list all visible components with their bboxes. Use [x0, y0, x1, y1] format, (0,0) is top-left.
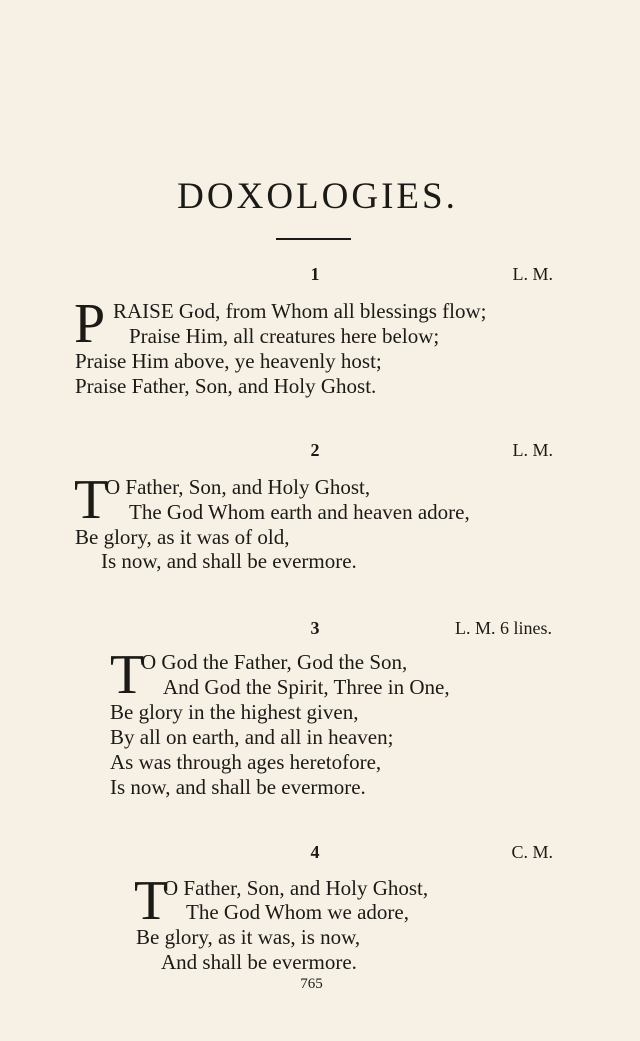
- hymn-1-meter: L. M.: [512, 264, 553, 284]
- hymn-3-line-5: As was through ages heretofore,: [110, 750, 382, 774]
- title-rule: [276, 238, 351, 240]
- hymn-3-line-6: Is now, and shall be evermore.: [110, 775, 366, 799]
- hymn-3-dropcap: T: [110, 644, 145, 706]
- hymn-4-line-1: O Father, Son, and Holy Ghost,: [163, 876, 429, 900]
- hymn-2-line-1: O Father, Son, and Holy Ghost,: [105, 475, 371, 499]
- hymn-4-dropcap: T: [134, 870, 169, 932]
- hymn-2-number: 2: [310, 440, 320, 460]
- hymn-1-line-3: Praise Him above, ye heavenly host;: [75, 349, 382, 373]
- hymn-4-meter: C. M.: [511, 842, 553, 862]
- hymn-1-header: [0, 264, 640, 288]
- hymn-3-number: 3: [310, 618, 320, 638]
- hymn-3-line-2: And God the Spirit, Three in One,: [163, 675, 450, 699]
- hymn-2-line-4: Is now, and shall be evermore.: [101, 549, 357, 573]
- hymn-3-meter: L. M. 6 lines.: [455, 618, 552, 638]
- hymn-4-number: 4: [310, 842, 320, 862]
- page-title: DOXOLOGIES.: [177, 176, 458, 217]
- hymn-4-line-2: The God Whom we adore,: [186, 900, 409, 924]
- hymn-4-header: [0, 842, 640, 866]
- hymn-2-line-2: The God Whom earth and heaven adore,: [129, 500, 470, 524]
- hymn-3-line-3: Be glory in the highest given,: [110, 700, 359, 724]
- hymn-2-line-3: Be glory, as it was of old,: [75, 525, 290, 549]
- hymn-2-header: [0, 440, 640, 464]
- hymn-1-number: 1: [310, 264, 320, 284]
- hymn-1-line-4: Praise Father, Son, and Holy Ghost.: [75, 374, 377, 398]
- hymn-1-dropcap: P: [74, 293, 106, 355]
- hymn-1-line-1: RAISE God, from Whom all blessings flow;: [113, 299, 487, 323]
- hymn-4-line-4: And shall be evermore.: [161, 950, 357, 974]
- hymn-4-line-3: Be glory, as it was, is now,: [136, 925, 361, 949]
- hymn-3-line-4: By all on earth, and all in heaven;: [110, 725, 394, 749]
- hymn-1-line-2: Praise Him, all creatures here below;: [129, 324, 440, 348]
- hymn-2-dropcap: T: [74, 469, 109, 531]
- page-number: 765: [300, 976, 323, 992]
- hymn-3-header: [0, 618, 640, 642]
- hymn-3-line-1: O God the Father, God the Son,: [141, 650, 408, 674]
- hymn-2-meter: L. M.: [512, 440, 553, 460]
